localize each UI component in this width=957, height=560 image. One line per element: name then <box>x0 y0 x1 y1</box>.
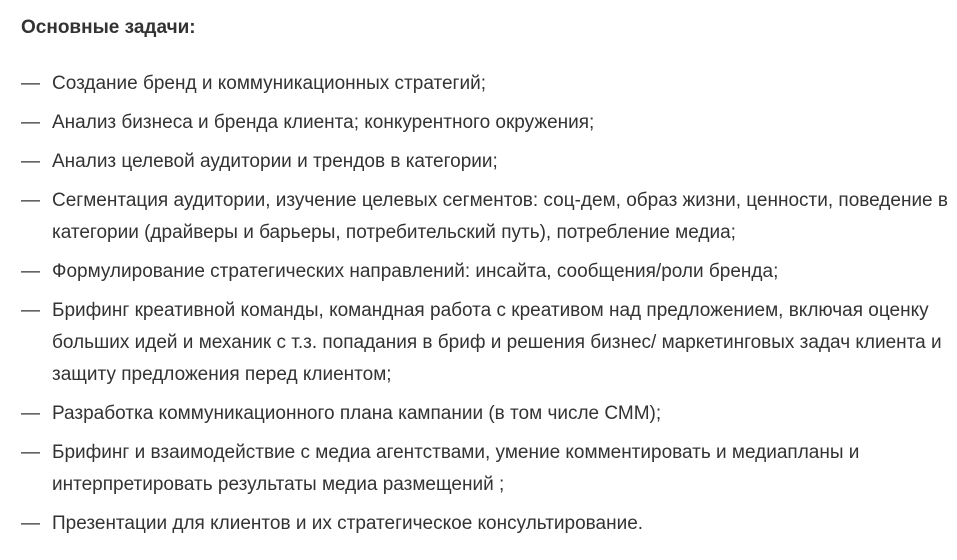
list-item-text: Сегментация аудитории, изучение целевых сегментов: соц-дем, образ жизни, ценности, поведение в категории (драйверы и барьеры, потребительский путь), потребление медиа; <box>52 190 948 243</box>
list-item <box>21 398 951 430</box>
dash-marker: — <box>21 73 40 94</box>
dash-marker: — <box>21 403 40 424</box>
list-item-text: Формулирование стратегических направлений: инсайта, сообщения/роли бренда; <box>52 261 779 282</box>
list-item <box>21 295 951 391</box>
list-item-text: Анализ целевой аудитории и трендов в категории; <box>52 151 498 172</box>
list-item <box>21 185 951 249</box>
section-heading: Основные задачи: <box>21 17 196 38</box>
list-item-text: Разработка коммуникационного плана кампании (в том числе СММ); <box>52 403 662 424</box>
list-item-text: Брифинг креативной команды, командная работа с креативом над предложением, включая оценку больших идей и механик с т.з. попадания в бриф и решения бизнес/ маркетинговых задач клиента и защиту предложения перед клиентом; <box>52 300 942 385</box>
list-item <box>21 508 951 540</box>
list-item <box>21 146 951 178</box>
dash-marker: — <box>21 190 40 211</box>
dash-marker: — <box>21 112 40 133</box>
dash-marker: — <box>21 151 40 172</box>
list-item <box>21 68 951 100</box>
list-item-text: Создание бренд и коммуникационных стратегий; <box>52 73 486 94</box>
list-item <box>21 256 951 288</box>
list-item <box>21 437 951 501</box>
list-item-text: Брифинг и взаимодействие с медиа агентствами, умение комментировать и медиапланы и интерпретировать результаты медиа размещений ; <box>52 442 860 495</box>
dash-marker: — <box>21 513 40 534</box>
list-item-text: Анализ бизнеса и бренда клиента; конкурентного окружения; <box>52 112 595 133</box>
task-list <box>21 68 951 540</box>
dash-marker: — <box>21 261 40 282</box>
list-item-text: Презентации для клиентов и их стратегическое консультирование. <box>52 513 644 534</box>
list-item <box>21 107 951 139</box>
dash-marker: — <box>21 442 40 463</box>
dash-marker: — <box>21 300 40 321</box>
